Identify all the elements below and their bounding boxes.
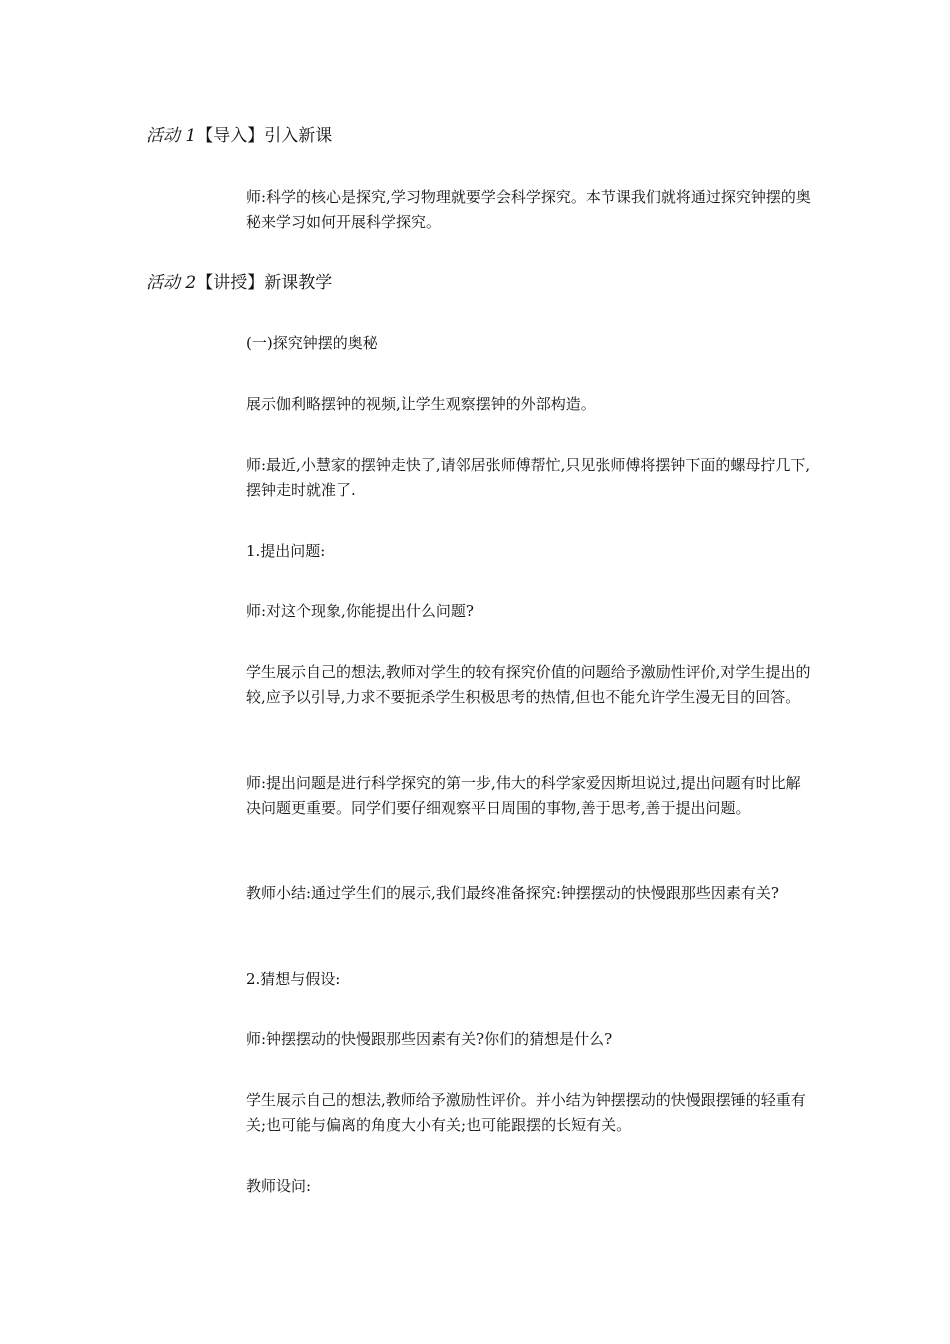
paragraph: 师:提出问题是进行科学探究的第一步,伟大的科学家爱因斯坦说过,提出问题有时比解决问题更重要。同学们要仔细观察平日周围的事物,善于思考,善于提出问题。 xyxy=(246,774,801,817)
activity-1-label: 活动 1 xyxy=(146,126,197,146)
subsection-title: (一)探究钟摆的奥秘 xyxy=(246,334,378,352)
paragraph: 教师设问: xyxy=(246,1177,312,1195)
activity-2-title: 【讲授】新课教学 xyxy=(196,273,333,293)
paragraph: 学生展示自己的想法,教师给予激励性评价。并小结为钟摆摆动的快慢跟摆锤的轻重有关;也可能与偏离的角度大小有关;也可能跟摆的长短有关。 xyxy=(246,1091,806,1134)
activity-2-heading xyxy=(146,271,332,295)
activity-2-label: 活动 2 xyxy=(146,273,197,293)
paragraph: 教师小结:通过学生们的展示,我们最终准备探究:钟摆摆动的快慢跟那些因素有关? xyxy=(246,884,779,902)
paragraph: 师:对这个现象,你能提出什么问题? xyxy=(246,602,474,620)
paragraph: 学生展示自己的想法,教师对学生的较有探究价值的问题给予激励性评价,对学生提出的较,应予以引导,力求不要扼杀学生积极思考的热情,但也不能允许学生漫无目的回答。 xyxy=(246,663,811,706)
paragraph: 师:科学的核心是探究,学习物理就要学会科学探究。本节课我们就将通过探究钟摆的奥秘来学习如何开展科学探究。 xyxy=(246,188,811,231)
step-heading: 1.提出问题: xyxy=(246,542,326,560)
step-heading: 2.猜想与假设: xyxy=(246,970,341,988)
activity-1-heading xyxy=(146,124,332,148)
paragraph: 师:钟摆摆动的快慢跟那些因素有关?你们的猜想是什么? xyxy=(246,1030,613,1048)
paragraph: 师:最近,小慧家的摆钟走快了,请邻居张师傅帮忙,只见张师傅将摆钟下面的螺母拧几下,摆钟走时就准了. xyxy=(246,456,811,499)
activity-1-title: 【导入】引入新课 xyxy=(196,126,333,146)
paragraph: 展示伽利略摆钟的视频,让学生观察摆钟的外部构造。 xyxy=(246,395,596,413)
